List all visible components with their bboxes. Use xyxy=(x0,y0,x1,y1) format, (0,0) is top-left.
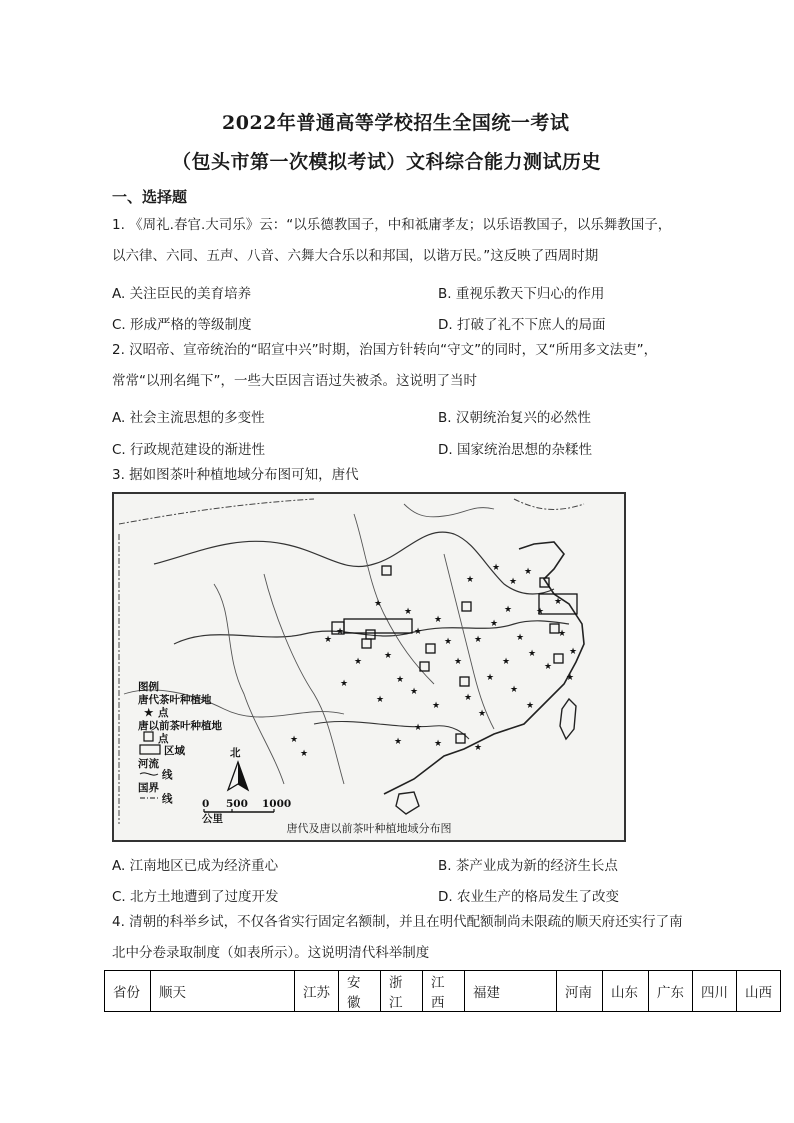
legend-river-label: 河流 xyxy=(138,758,159,770)
river-tributary-1 xyxy=(214,584,284,784)
svg-text:★: ★ xyxy=(502,657,511,667)
svg-text:★: ★ xyxy=(376,695,385,705)
page-title-line1: 2022年普通高等学校招生全国统一考试 xyxy=(222,112,570,134)
q1-stem-line1: 1. 《周礼.春官.大司乐》云：“以乐德教国子，中和祗庸孝友；以乐语教国子，以乐舞教国子， xyxy=(112,217,672,233)
legend-area-symbol xyxy=(140,745,160,754)
table-header-cell: 省份 xyxy=(105,971,151,1012)
q1-option-a: A. 关注臣民的美育培养 xyxy=(112,286,252,302)
svg-text:★: ★ xyxy=(432,701,441,711)
legend-river-symbol xyxy=(140,773,158,775)
legend-title: 图例 xyxy=(138,681,159,693)
legend-star-symbol: ★ xyxy=(144,707,154,719)
svg-text:★: ★ xyxy=(566,673,575,683)
river-tributary-4 xyxy=(354,514,434,684)
svg-text:★: ★ xyxy=(474,635,483,645)
river-pearl xyxy=(314,721,469,739)
q3-option-a: A. 江南地区已成为经济重心 xyxy=(112,858,279,874)
map-legend xyxy=(138,680,222,805)
national-border xyxy=(119,499,584,824)
island-taiwan xyxy=(560,699,576,739)
legend-point-label-2: 点 xyxy=(158,733,169,745)
svg-text:★: ★ xyxy=(516,633,525,643)
q1-option-b: B. 重视乐教天下归心的作用 xyxy=(438,286,605,302)
svg-text:★: ★ xyxy=(354,657,363,667)
q4-stem-line1: 4. 清朝的科举乡试，不仅各省实行固定名额制，并且在明代配额制尚未限疏的顺天府还实行了南 xyxy=(112,914,683,930)
svg-text:★: ★ xyxy=(300,749,309,759)
svg-text:★: ★ xyxy=(478,709,487,719)
q3-option-d: D. 农业生产的格局发生了改变 xyxy=(438,889,619,905)
island-hainan xyxy=(396,792,419,814)
section-heading: 一、选择题 xyxy=(112,188,188,206)
svg-text:★: ★ xyxy=(444,637,453,647)
q1-stem-line2: 以六律、六同、五声、八音、六舞大合乐以和邦国，以谐万民。”这反映了西周时期 xyxy=(112,248,599,264)
table-header-cell: 四川 xyxy=(693,971,737,1012)
table-header-cell: 顺天 xyxy=(151,971,295,1012)
map-caption: 唐代及唐以前茶叶种植地域分布图 xyxy=(286,822,452,835)
svg-text:★: ★ xyxy=(384,651,393,661)
table-header-cell: 山西 xyxy=(737,971,781,1012)
tea-distribution-map xyxy=(112,492,626,842)
scale-500: 500 xyxy=(226,798,248,810)
table-header-cell: 河南 xyxy=(557,971,603,1012)
q3-option-b: B. 茶产业成为新的经济生长点 xyxy=(438,858,618,874)
svg-text:★: ★ xyxy=(394,737,403,747)
scale-0: 0 xyxy=(202,798,210,810)
q3-stem: 3. 据如图茶叶种植地域分布图可知，唐代 xyxy=(112,467,359,483)
svg-text:★: ★ xyxy=(396,675,405,685)
map-drawing xyxy=(114,494,624,840)
q2-stem-line1: 2. 汉昭帝、宣帝统治的“昭宣中兴”时期，治国方针转向“守文”的同时，又“所用多文法吏”， xyxy=(112,342,658,358)
province-quota-table xyxy=(104,970,781,1012)
svg-text:★: ★ xyxy=(528,649,537,659)
svg-text:★: ★ xyxy=(414,723,423,733)
table-header-cell: 山东 xyxy=(603,971,649,1012)
tang-points xyxy=(290,563,577,759)
q1-option-d: D. 打破了礼不下庶人的局面 xyxy=(438,317,606,333)
q2-option-c: C. 行政规范建设的渐进性 xyxy=(112,442,266,458)
svg-text:★: ★ xyxy=(524,567,533,577)
table-header-cell: 浙江 xyxy=(381,971,423,1012)
svg-text:★: ★ xyxy=(504,605,513,615)
svg-text:★: ★ xyxy=(336,627,345,637)
svg-text:★: ★ xyxy=(290,735,299,745)
svg-text:★: ★ xyxy=(434,615,443,625)
table-header-cell: 江西 xyxy=(423,971,465,1012)
svg-text:★: ★ xyxy=(486,673,495,683)
table-row xyxy=(105,971,781,1012)
legend-tang-label: 唐代茶叶种植地 xyxy=(138,694,212,706)
pre-tang-area xyxy=(344,619,412,633)
q4-stem-line2: 北中分卷录取制度（如表所示）。这说明清代科举制度 xyxy=(112,945,430,961)
legend-area-label: 区域 xyxy=(164,745,185,757)
svg-text:★: ★ xyxy=(466,575,475,585)
q2-option-a: A. 社会主流思想的多变性 xyxy=(112,410,265,426)
svg-text:★: ★ xyxy=(569,647,578,657)
svg-text:★: ★ xyxy=(509,577,518,587)
legend-border-label: 国界 xyxy=(138,782,159,794)
svg-text:★: ★ xyxy=(410,687,419,697)
svg-text:★: ★ xyxy=(414,627,423,637)
svg-text:★: ★ xyxy=(536,607,545,617)
svg-text:★: ★ xyxy=(544,662,553,672)
svg-text:★: ★ xyxy=(464,693,473,703)
q3-option-c: C. 北方土地遭到了过度开发 xyxy=(112,889,279,905)
q2-option-b: B. 汉朝统治复兴的必然性 xyxy=(438,410,591,426)
river-north xyxy=(404,504,494,517)
legend-line-label-2: 线 xyxy=(162,793,173,805)
scale-unit: 公里 xyxy=(202,813,223,825)
svg-text:★: ★ xyxy=(526,701,535,711)
table-header-cell: 安徽 xyxy=(339,971,381,1012)
svg-text:★: ★ xyxy=(490,619,499,629)
legend-line-label-1: 线 xyxy=(162,769,173,781)
svg-text:★: ★ xyxy=(454,657,463,667)
legend-pre-tang-label: 唐以前茶叶种植地 xyxy=(138,720,222,732)
north-label: 北 xyxy=(230,747,241,759)
svg-text:★: ★ xyxy=(492,563,501,573)
svg-text:★: ★ xyxy=(404,607,413,617)
north-arrow-icon xyxy=(228,747,248,790)
q2-option-d: D. 国家统治思想的杂糅性 xyxy=(438,442,592,458)
coastline xyxy=(384,542,584,794)
scale-1000: 1000 xyxy=(262,798,292,810)
legend-point-label-1: 点 xyxy=(158,707,169,719)
svg-text:★: ★ xyxy=(510,685,519,695)
svg-text:★: ★ xyxy=(324,635,333,645)
table-header-cell: 福建 xyxy=(465,971,557,1012)
legend-square-symbol xyxy=(144,732,153,741)
svg-text:★: ★ xyxy=(554,597,563,607)
table-header-cell: 江苏 xyxy=(295,971,339,1012)
q1-option-c: C. 形成严格的等级制度 xyxy=(112,317,252,333)
page-title-line2: （包头市第一次模拟考试）文科综合能力测试历史 xyxy=(172,151,602,173)
q2-stem-line2: 常常“以刑名绳下”，一些大臣因言语过失被杀。这说明了当时 xyxy=(112,373,477,389)
svg-text:★: ★ xyxy=(558,629,567,639)
svg-text:★: ★ xyxy=(340,679,349,689)
table-header-cell: 广东 xyxy=(649,971,693,1012)
svg-text:★: ★ xyxy=(374,599,383,609)
svg-text:★: ★ xyxy=(434,739,443,749)
svg-text:★: ★ xyxy=(474,743,483,753)
